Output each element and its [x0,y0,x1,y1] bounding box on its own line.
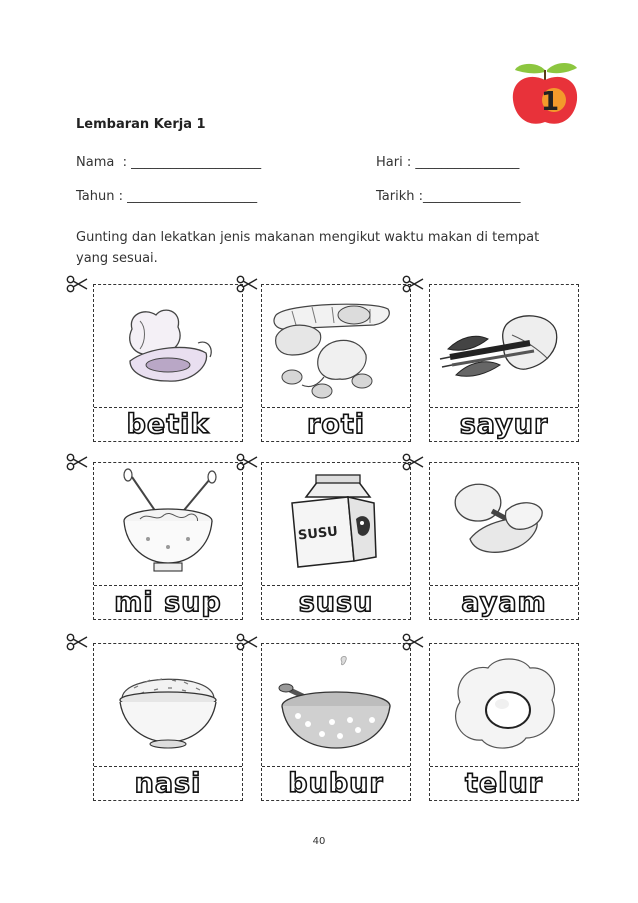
noodle-soup-icon [94,463,242,585]
scissors-icon [66,275,88,293]
card-divider [262,766,410,767]
milk-carton-icon [262,463,410,585]
bread-icon [262,285,410,407]
chicken-icon [430,463,578,585]
food-word: susu [298,587,374,618]
food-word: sayur [459,409,549,440]
vegetable-icon [430,285,578,407]
egg-icon [430,644,578,766]
card-divider [430,407,578,408]
nama-field: Nama : ____________________ [76,155,262,170]
scissors-icon [66,453,88,471]
food-card-sayur [429,284,579,442]
card-divider [94,585,242,586]
badge-number: 1 [541,87,560,117]
tarikh-field: Tarikh :_______________ [376,189,521,204]
carton-label: SUSU [297,524,339,544]
apple-badge-icon [505,58,585,130]
scissors-icon [66,633,88,651]
food-card-susu [261,462,411,620]
food-card-bubur [261,643,411,801]
card-divider [262,585,410,586]
food-word: betik [126,409,210,440]
page-number: 40 [312,836,326,847]
food-word: mi sup [114,587,222,618]
food-card-ayam [429,462,579,620]
card-divider [430,766,578,767]
hari-field: Hari : ________________ [376,155,520,170]
food-word: telur [464,768,543,799]
food-card-betik [93,284,243,442]
food-card-roti [261,284,411,442]
card-divider [430,585,578,586]
worksheet-title: Lembaran Kerja 1 [76,117,206,132]
card-divider [94,766,242,767]
tahun-field: Tahun : ____________________ [76,189,258,204]
porridge-icon [262,644,410,766]
papaya-icon [94,285,242,407]
card-divider [262,407,410,408]
rice-bowl-icon [94,644,242,766]
card-divider [94,407,242,408]
food-word: roti [306,409,366,440]
food-card-telur [429,643,579,801]
food-word: bubur [288,768,384,799]
food-word: nasi [134,768,202,799]
instruction-text: Gunting dan lekatkan jenis makanan mengikut waktu makan di tempat yang sesuai. [76,230,540,266]
food-word: ayam [461,587,547,618]
food-card-nasi [93,643,243,801]
food-card-mi-sup [93,462,243,620]
